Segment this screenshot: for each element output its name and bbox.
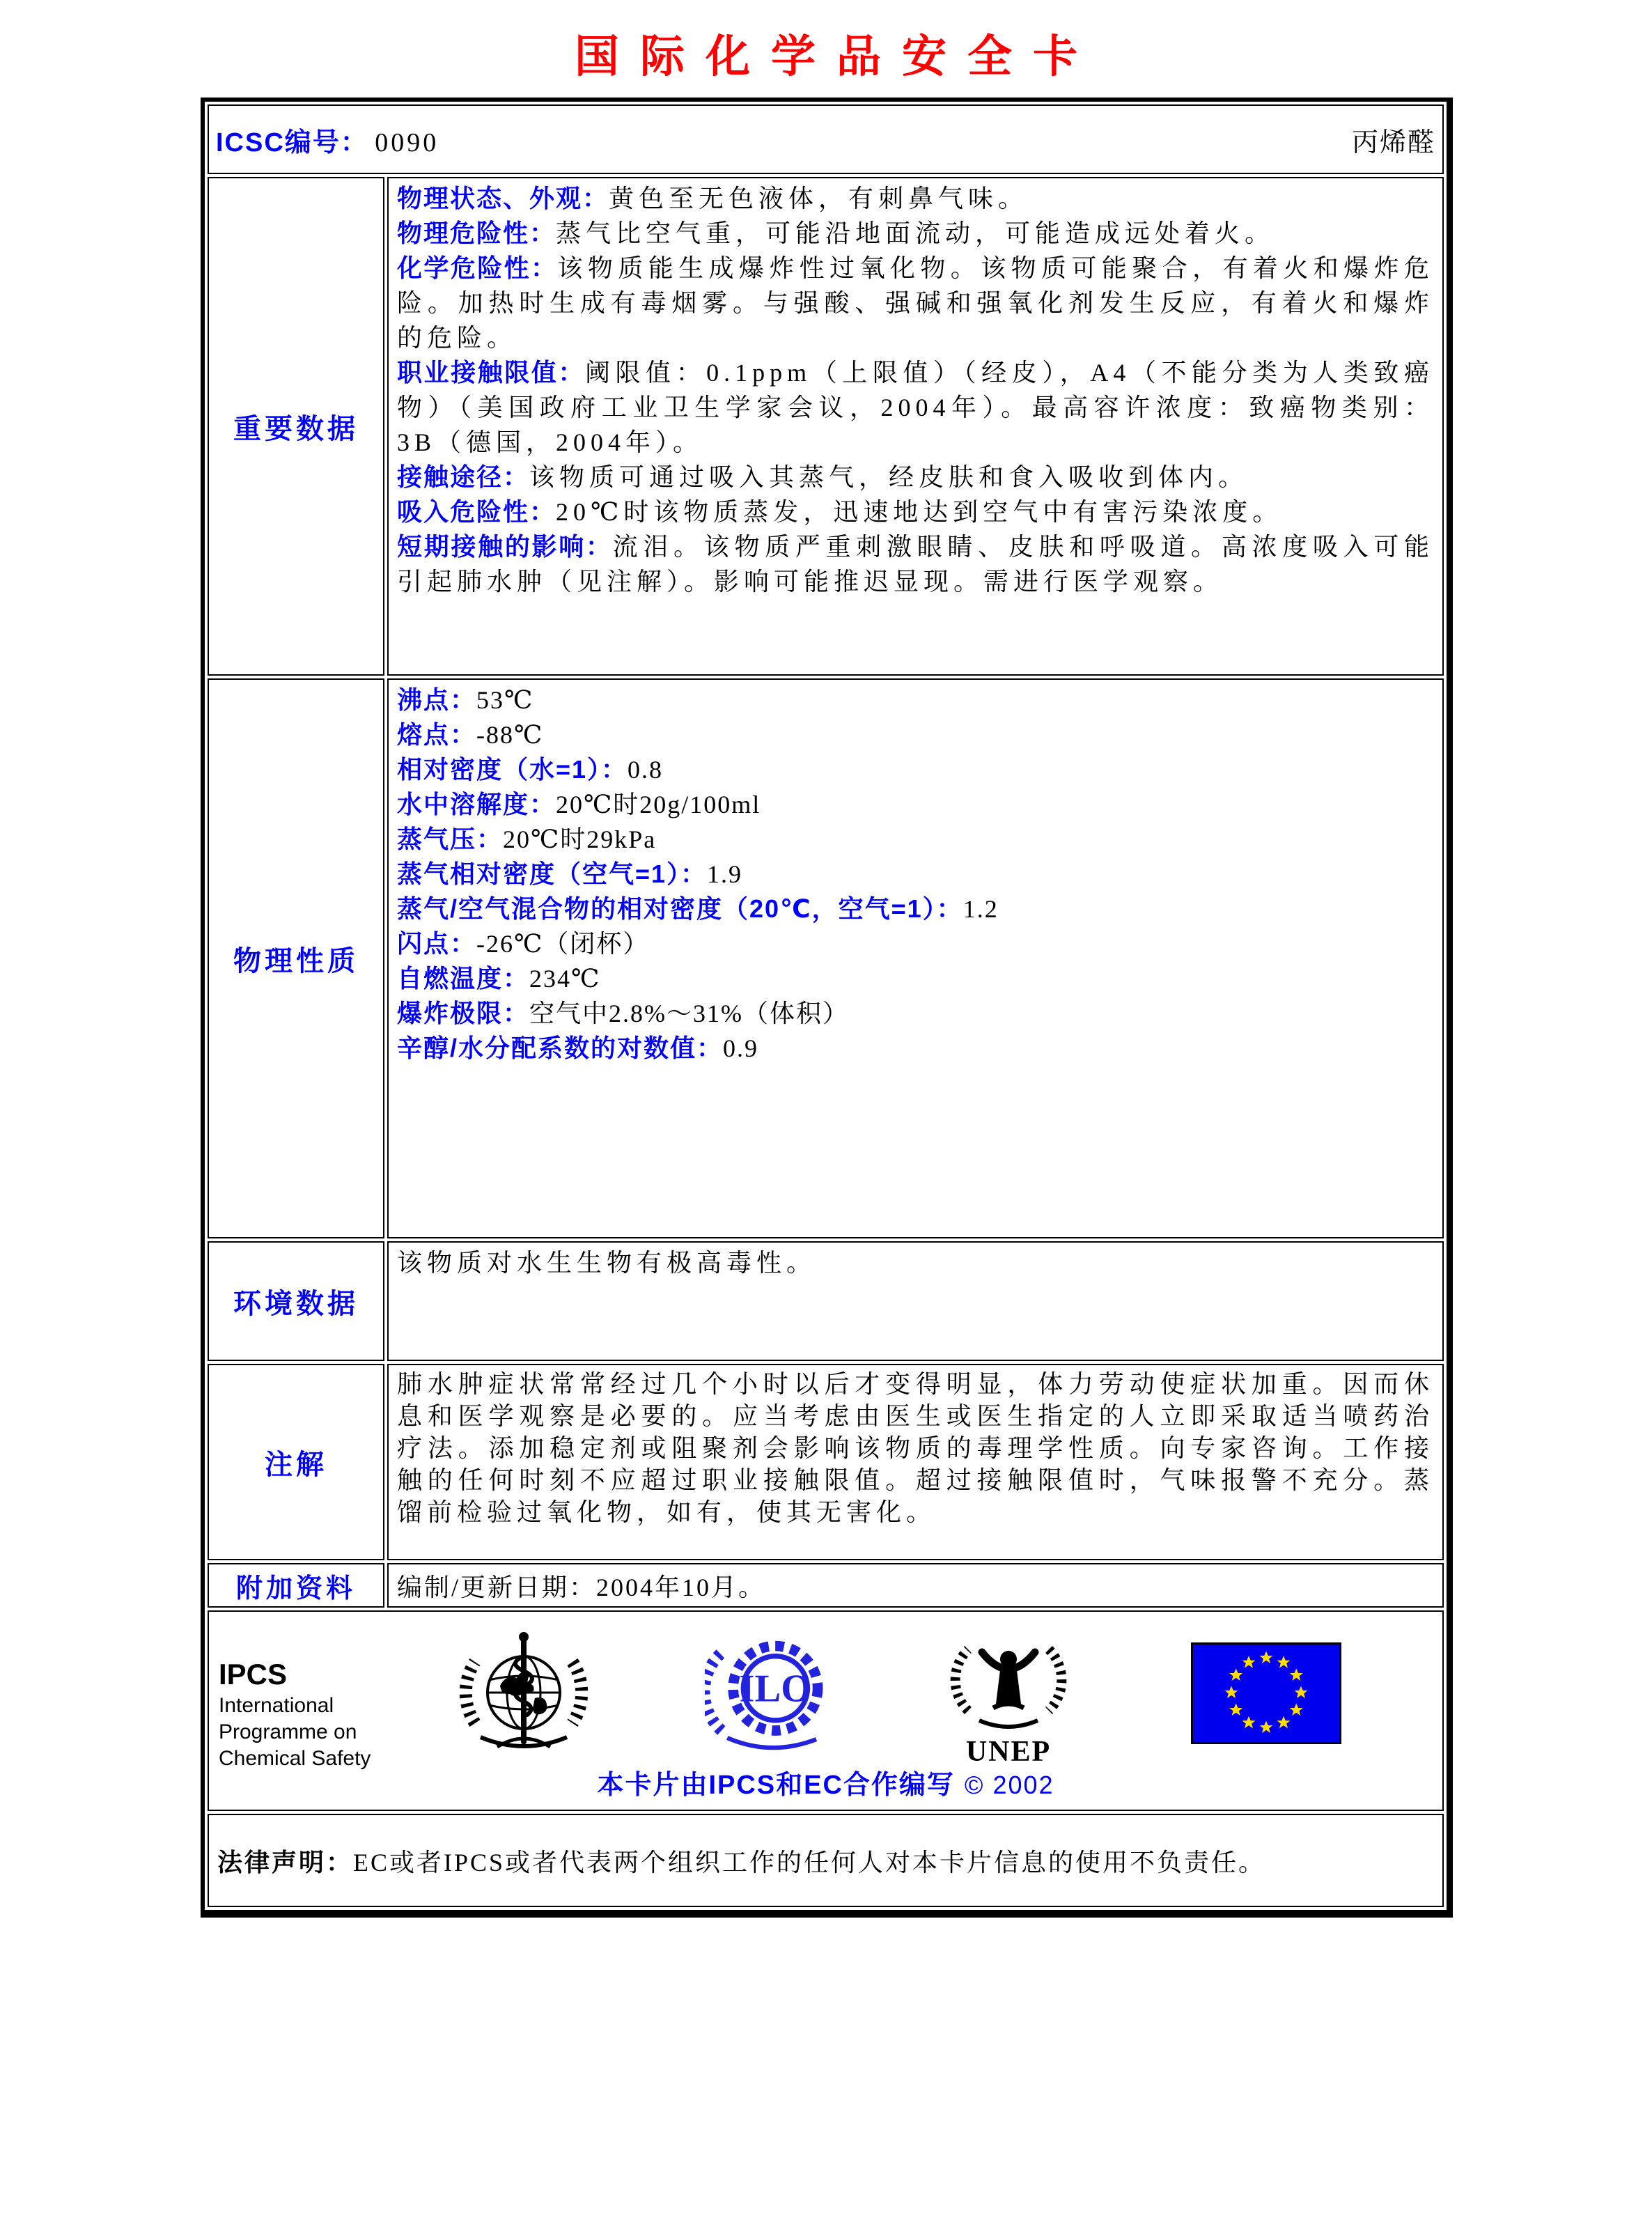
ipcs-text-block	[219, 1656, 371, 1772]
unep-label: UNEP	[965, 1736, 1052, 1768]
additional-info-row-label: 附加资料	[208, 1563, 384, 1608]
important-data-row-label: 重要数据	[208, 177, 384, 676]
icsc-number-value: 0090	[375, 127, 439, 157]
important-item	[397, 355, 1434, 460]
important-item	[397, 460, 1434, 495]
item-text: 蒸气比空气重，可能沿地面流动，可能造成远处着火。	[556, 219, 1275, 247]
footer-caption-text: 本卡片由IPCS和EC合作编写	[597, 1771, 955, 1800]
property-line	[397, 752, 1434, 787]
ilo-letters: ILO	[739, 1667, 812, 1711]
property-label: 熔点：	[397, 720, 477, 749]
property-line	[397, 926, 1434, 961]
property-label: 蒸气压：	[397, 825, 504, 853]
ipcs-subtitle-line: International	[219, 1694, 334, 1717]
ipcs-subtitle-line: Chemical Safety	[219, 1747, 371, 1770]
logos-row	[208, 1610, 1444, 1811]
legal-row	[208, 1814, 1444, 1907]
property-line	[397, 892, 1434, 926]
property-label: 相对密度（水=1）：	[397, 755, 628, 784]
notes-text: 肺水肿症状常常经过几个小时以后才变得明显，体力劳动使症状加重。因而休息和医学观察是必要的。应当考虑由医生或医生指定的人立即采取适当喷药治疗法。添加稳定剂或阻聚剂会影响该物质的毒理学性质。向专家咨询。工作接触的任何时刻不应超过职业接触限值。超过接触限值时，气味报警不充分。蒸馏前检验过氧化物，如有，使其无害化。	[397, 1370, 1434, 1526]
important-item	[397, 495, 1434, 529]
property-line	[397, 996, 1434, 1031]
legal-label: 法律声明：	[217, 1847, 354, 1876]
item-label: 物理危险性：	[397, 219, 556, 247]
item-label: 物理状态、外观：	[397, 184, 609, 212]
item-text: 20℃时该物质蒸发，迅速地达到空气中有害污染浓度。	[556, 498, 1283, 526]
property-value: -26℃（闭杯）	[476, 930, 650, 958]
property-label: 蒸气/空气混合物的相对密度（20℃，空气=1）：	[397, 894, 963, 923]
additional-info-text: 编制/更新日期：2004年10月。	[397, 1573, 766, 1601]
property-value: 20℃时29kPa	[503, 825, 657, 853]
icsc-card	[201, 98, 1453, 1918]
item-text: 该物质可通过吸入其蒸气，经皮肤和食入吸收到体内。	[529, 463, 1249, 491]
property-value: -88℃	[476, 721, 544, 749]
ilo-logo-icon	[705, 1630, 834, 1754]
property-label: 沸点：	[397, 685, 477, 714]
footer-caption	[209, 1763, 1442, 1801]
icsc-number-label: ICSC编号：	[216, 127, 368, 157]
item-text: 该物质能生成爆炸性过氧化物。该物质可能聚合，有着火和爆炸危险。加热时生成有毒烟雾。与强酸、强碱和强氧化剂发生反应，有着火和爆炸的危险。	[397, 254, 1434, 352]
environmental-data-content	[387, 1241, 1444, 1361]
ipcs-subtitle-line: Programme on	[219, 1720, 357, 1743]
property-line	[397, 717, 1434, 752]
item-label: 短期接触的影响：	[397, 532, 613, 561]
header-cell	[208, 104, 1444, 174]
legal-cell	[208, 1814, 1444, 1907]
legal-text: EC或者IPCS或者代表两个组织工作的任何人对本卡片信息的使用不负责任。	[353, 1848, 1266, 1876]
notes-row	[208, 1364, 1444, 1560]
ipcs-title: IPCS	[219, 1658, 288, 1691]
footer-copyright: © 2002	[964, 1771, 1054, 1799]
item-text: 流泪。该物质严重刺激眼睛、皮肤和呼吸道。高浓度吸入可能引起肺水肿（见注解）。影响可能推迟显现。需进行医学观察。	[397, 533, 1434, 596]
property-label: 水中溶解度：	[397, 790, 556, 818]
important-data-row	[208, 177, 1444, 676]
additional-info-row	[208, 1563, 1444, 1608]
important-item	[397, 216, 1434, 251]
environmental-data-row-label: 环境数据	[208, 1241, 384, 1361]
property-line	[397, 1031, 1434, 1066]
property-value: 1.2	[963, 895, 999, 923]
property-value: 0.9	[723, 1034, 759, 1062]
additional-info-content	[387, 1563, 1444, 1608]
important-data-content	[387, 177, 1444, 676]
property-label: 自燃温度：	[397, 964, 530, 993]
property-label: 爆炸极限：	[397, 999, 530, 1027]
property-value: 0.8	[628, 756, 664, 784]
item-label: 接触途径：	[397, 463, 530, 491]
important-item	[397, 251, 1434, 355]
property-label: 辛醇/水分配系数的对数值：	[397, 1034, 724, 1062]
unep-logo-icon	[946, 1626, 1071, 1732]
chemical-name: 丙烯醛	[1351, 127, 1435, 157]
property-label: 蒸气相对密度（空气=1）：	[397, 860, 708, 888]
property-value: 空气中2.8%～31%（体积）	[529, 1000, 849, 1027]
property-value: 53℃	[476, 686, 534, 714]
item-label: 吸入危险性：	[397, 497, 556, 526]
item-label: 职业接触限值：	[397, 358, 585, 387]
property-line	[397, 787, 1434, 822]
item-label: 化学危险性：	[397, 254, 558, 282]
notes-row-label: 注解	[208, 1364, 384, 1560]
property-label: 闪点：	[397, 929, 477, 958]
environmental-data-text: 该物质对水生生物有极高毒性。	[397, 1249, 817, 1277]
property-value: 234℃	[529, 965, 601, 993]
property-value: 20℃时20g/100ml	[556, 791, 761, 818]
unep-logo-block	[946, 1626, 1071, 1767]
notes-content	[387, 1364, 1444, 1560]
logos-cell	[208, 1610, 1444, 1811]
property-line	[397, 683, 1434, 717]
property-line	[397, 857, 1434, 892]
environmental-data-row	[208, 1241, 1444, 1361]
property-line	[397, 961, 1434, 996]
page-title: 国际化学品安全卡	[575, 31, 1098, 81]
icsc-number-group	[216, 121, 439, 159]
item-text: 阈限值：0.1ppm（上限值）（经皮），A4（不能分类为人类致癌物）（美国政府工业卫生学家会议，2004年）。最高容许浓度：致癌物类别：3B（德国，2004年）。	[397, 359, 1434, 456]
physical-properties-content	[387, 678, 1444, 1238]
important-item	[397, 181, 1434, 216]
property-value: 1.9	[707, 860, 743, 888]
who-logo-icon	[454, 1627, 593, 1757]
physical-properties-row-label: 物理性质	[208, 678, 384, 1238]
property-line	[397, 822, 1434, 857]
important-item	[397, 529, 1434, 599]
header-row	[208, 104, 1444, 174]
physical-properties-row	[208, 678, 1444, 1238]
item-text: 黄色至无色液体，有刺鼻气味。	[609, 185, 1029, 212]
eu-flag-icon	[1191, 1642, 1341, 1744]
